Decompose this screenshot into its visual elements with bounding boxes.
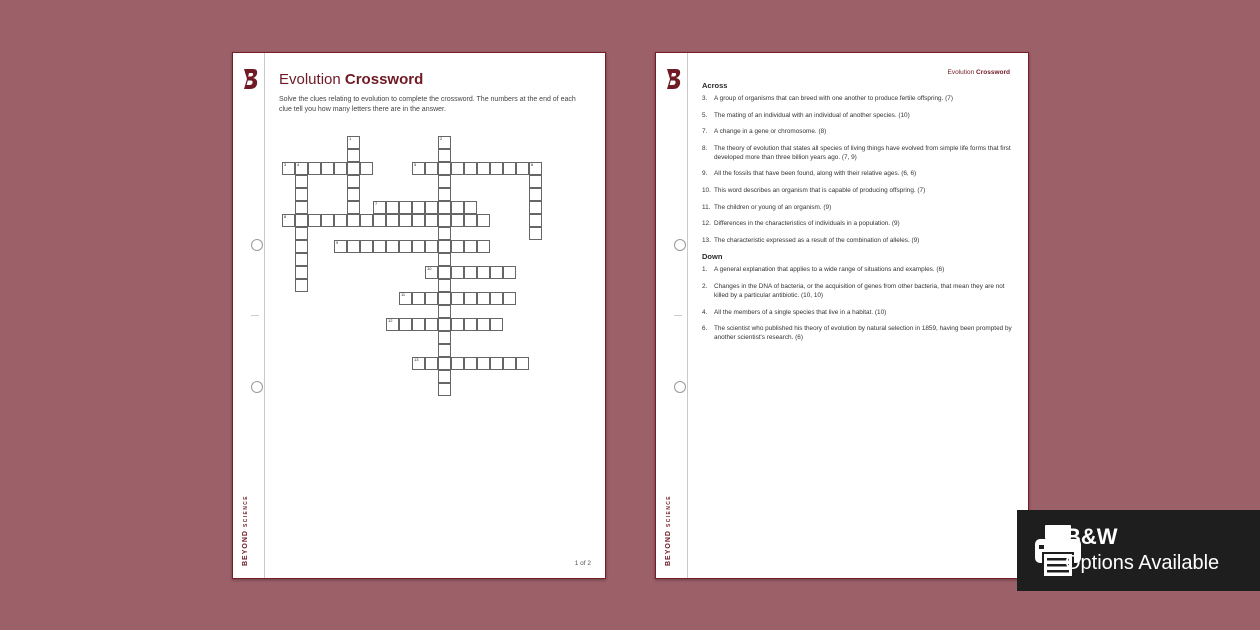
clue-number: 13. [702, 236, 711, 244]
margin-mark [674, 315, 682, 316]
clue-text: The characteristic expressed as a result of the combination of alleles. (9) [714, 236, 920, 244]
clue-item [702, 219, 1012, 228]
down-clue-list [702, 265, 1012, 342]
crossword-cell[interactable] [425, 318, 438, 331]
crossword-cell[interactable] [321, 214, 334, 227]
crossword-cell[interactable] [347, 214, 360, 227]
crossword-cell[interactable] [451, 266, 464, 279]
crossword-cell[interactable] [451, 357, 464, 370]
crossword-cell[interactable] [464, 292, 477, 305]
crossword-cell[interactable] [438, 279, 451, 292]
crossword-cell[interactable] [490, 318, 503, 331]
clue-item [702, 308, 1012, 317]
clue-text: A change in a gene or chromosome. (8) [714, 128, 827, 136]
crossword-cell[interactable] [386, 214, 399, 227]
crossword-cell[interactable] [412, 357, 425, 370]
crossword-cell[interactable] [438, 214, 451, 227]
clue-text: All the members of a single species that live in a habitat. (10) [714, 308, 887, 316]
punch-hole [674, 239, 686, 251]
crossword-cell[interactable] [425, 214, 438, 227]
crossword-cell[interactable] [295, 253, 308, 266]
clue-item [702, 186, 1012, 195]
crossword-cell[interactable] [425, 201, 438, 214]
crossword-cell[interactable] [295, 162, 308, 175]
clue-item [702, 282, 1012, 300]
crossword-cell[interactable] [425, 162, 438, 175]
clue-item [702, 324, 1012, 342]
margin-mark [251, 315, 259, 316]
clue-text: The theory of evolution that states all species of living things have evolved from simple life forms that first developed more than three billion years ago. (7, 9) [714, 144, 1011, 161]
clue-text: The children or young of an organism. (9) [714, 203, 832, 211]
crossword-cell[interactable] [503, 162, 516, 175]
crossword-cell[interactable] [477, 292, 490, 305]
crossword-cell[interactable] [451, 201, 464, 214]
clue-number: 2 [440, 136, 443, 141]
crossword-cell[interactable] [399, 240, 412, 253]
crossword-cell[interactable] [308, 162, 321, 175]
crossword-cell[interactable] [477, 266, 490, 279]
clue-number: 11 [401, 292, 406, 297]
crossword-cell[interactable] [438, 292, 451, 305]
crossword-cell[interactable] [438, 227, 451, 240]
beyond-logo-icon [664, 67, 682, 91]
crossword-cell[interactable] [438, 331, 451, 344]
clue-item [702, 144, 1012, 162]
clue-number: 4 [297, 162, 300, 167]
crossword-cell[interactable] [295, 175, 308, 188]
clue-number: 6. [702, 325, 708, 333]
clue-text: Changes in the DNA of bacteria, or the acquisition of genes from other bacteria, that mean they are not killed by a particular antibiotic. (10, 10) [714, 282, 1005, 299]
crossword-cell[interactable] [503, 292, 516, 305]
crossword-cell[interactable] [529, 162, 542, 175]
clue-text: The scientist who published his theory of evolution by natural selection in 1859, having been prompted by another scientist's research. (6) [714, 325, 1012, 342]
clue-item [702, 236, 1012, 245]
crossword-cell[interactable] [516, 162, 529, 175]
crossword-cell[interactable] [334, 240, 347, 253]
clue-number: 12 [388, 318, 393, 323]
crossword-cell[interactable] [438, 240, 451, 253]
crossword-cell[interactable] [399, 292, 412, 305]
clue-number: 8 [284, 214, 287, 219]
down-heading: Down [702, 252, 723, 262]
crossword-cell[interactable] [347, 136, 360, 149]
crossword-cell[interactable] [295, 201, 308, 214]
crossword-cell[interactable] [399, 201, 412, 214]
clue-item [702, 94, 1012, 103]
crossword-cell[interactable] [295, 279, 308, 292]
brand-wordmark: BEYONDSCIENCE [665, 495, 672, 566]
clue-number: 7 [375, 201, 378, 206]
across-heading: Across [702, 81, 728, 90]
clue-number: 10. [702, 186, 711, 194]
clue-text: A general explanation that applies to a wide range of situations and examples. (6) [714, 266, 945, 274]
crossword-cell[interactable] [321, 162, 334, 175]
clue-text: Differences in the characteristics of individuals in a population. (9) [714, 220, 900, 228]
margin-line [687, 53, 688, 578]
crossword-cell[interactable] [477, 214, 490, 227]
clue-text: This word describes an organism that is capable of producing offspring. (7) [714, 186, 926, 194]
crossword-cell[interactable] [399, 214, 412, 227]
crossword-cell[interactable] [477, 240, 490, 253]
clue-number: 3. [702, 95, 708, 102]
crossword-cell[interactable] [386, 201, 399, 214]
crossword-cell[interactable] [438, 357, 451, 370]
crossword-cell[interactable] [438, 162, 451, 175]
clue-item [702, 169, 1012, 178]
clue-item [702, 127, 1012, 136]
crossword-cell[interactable] [295, 266, 308, 279]
crossword-cell[interactable] [464, 201, 477, 214]
crossword-cell[interactable] [347, 149, 360, 162]
page-number: 1 of 2 [574, 560, 591, 567]
crossword-cell[interactable] [490, 162, 503, 175]
crossword-cell[interactable] [464, 240, 477, 253]
crossword-cell[interactable] [438, 136, 451, 149]
clue-item [702, 265, 1012, 274]
crossword-cell[interactable] [464, 357, 477, 370]
crossword-cell[interactable] [438, 149, 451, 162]
crossword-cell[interactable] [477, 162, 490, 175]
page-title: Evolution Crossword [279, 71, 424, 88]
clue-item [702, 111, 1012, 120]
clue-number: 6 [531, 162, 534, 167]
crossword-cell[interactable] [490, 292, 503, 305]
clue-section [702, 81, 1012, 350]
crossword-cell[interactable] [386, 318, 399, 331]
crossword-cell[interactable] [412, 292, 425, 305]
clue-number: 2. [702, 282, 708, 290]
page-header: Evolution Crossword [947, 69, 1010, 76]
crossword-cell[interactable] [438, 344, 451, 357]
crossword-cell[interactable] [425, 240, 438, 253]
bw-options-badge[interactable] [1017, 510, 1260, 591]
brand-wordmark: BEYONDSCIENCE [242, 495, 249, 566]
crossword-cell[interactable] [451, 318, 464, 331]
crossword-cell[interactable] [438, 305, 451, 318]
crossword-cell[interactable] [438, 370, 451, 383]
clue-number: 5. [702, 111, 708, 119]
clue-item [702, 203, 1012, 212]
crossword-cell[interactable] [282, 162, 295, 175]
crossword-cell[interactable] [438, 266, 451, 279]
clue-number: 8. [702, 144, 708, 152]
crossword-cell[interactable] [412, 201, 425, 214]
crossword-cell[interactable] [490, 357, 503, 370]
crossword-cell[interactable] [347, 201, 360, 214]
clue-number: 11. [702, 203, 711, 211]
clue-number: 5 [414, 162, 417, 167]
crossword-cell[interactable] [529, 175, 542, 188]
crossword-cell[interactable] [347, 175, 360, 188]
crossword-cell[interactable] [451, 214, 464, 227]
clue-number: 3 [284, 162, 287, 167]
crossword-cell[interactable] [308, 214, 321, 227]
crossword-cell[interactable] [347, 240, 360, 253]
margin-line [264, 53, 265, 578]
crossword-cell[interactable] [282, 214, 295, 227]
crossword-cell[interactable] [477, 318, 490, 331]
crossword-cell[interactable] [360, 162, 373, 175]
crossword-cell[interactable] [451, 162, 464, 175]
clue-number: 1. [702, 266, 708, 274]
crossword-cell[interactable] [464, 266, 477, 279]
crossword-cell[interactable] [516, 357, 529, 370]
crossword-cell[interactable] [438, 253, 451, 266]
crossword-cell[interactable] [529, 188, 542, 201]
crossword-cell[interactable] [295, 227, 308, 240]
crossword-cell[interactable] [295, 214, 308, 227]
crossword-cell[interactable] [438, 383, 451, 396]
clue-text: A group of organisms that can breed with one another to produce fertile offspring. (7) [714, 95, 953, 102]
crossword-cell[interactable] [334, 162, 347, 175]
crossword-cell[interactable] [412, 318, 425, 331]
clue-text: All the fossils that have been found, along with their relative ages. (6, 6) [714, 170, 917, 178]
crossword-cell[interactable] [451, 292, 464, 305]
crossword-cell[interactable] [360, 240, 373, 253]
worksheet-page-2 [655, 52, 1029, 579]
punch-hole [674, 381, 686, 393]
crossword-cell[interactable] [399, 318, 412, 331]
crossword-cell[interactable] [347, 162, 360, 175]
crossword-cell[interactable] [412, 240, 425, 253]
crossword-cell[interactable] [425, 357, 438, 370]
clue-number: 12. [702, 220, 711, 228]
crossword-cell[interactable] [334, 214, 347, 227]
badge-subtitle: Options Available [1065, 552, 1220, 574]
punch-hole [251, 239, 263, 251]
crossword-cell[interactable] [529, 201, 542, 214]
crossword-cell[interactable] [490, 266, 503, 279]
clue-text: The mating of an individual with an individual of another species. (10) [714, 111, 910, 119]
instructions: Solve the clues relating to evolution to complete the crossword. The numbers at the end of each clue tell you how many letters there are in the answer. [279, 96, 576, 113]
crossword-cell[interactable] [425, 266, 438, 279]
clue-number: 7. [702, 128, 708, 136]
crossword-cell[interactable] [438, 175, 451, 188]
across-clue-list [702, 94, 1012, 245]
crossword-cell[interactable] [438, 188, 451, 201]
crossword-cell[interactable] [373, 201, 386, 214]
crossword-cell[interactable] [477, 357, 490, 370]
badge-title: B&W [1065, 524, 1118, 549]
crossword-cell[interactable] [438, 318, 451, 331]
punch-hole [251, 381, 263, 393]
clue-number: 10 [427, 266, 432, 271]
crossword-cell[interactable] [295, 240, 308, 253]
crossword-cell[interactable] [503, 357, 516, 370]
crossword-cell[interactable] [386, 240, 399, 253]
crossword-cell[interactable] [464, 318, 477, 331]
crossword-cell[interactable] [373, 214, 386, 227]
worksheet-page-1 [232, 52, 606, 579]
crossword-cell[interactable] [464, 162, 477, 175]
crossword-cell[interactable] [425, 292, 438, 305]
crossword-cell[interactable] [347, 188, 360, 201]
clue-number: 9. [702, 170, 708, 178]
crossword-cell[interactable] [451, 240, 464, 253]
crossword-cell[interactable] [529, 227, 542, 240]
crossword-cell[interactable] [503, 266, 516, 279]
clue-number: 13 [414, 357, 419, 362]
crossword-cell[interactable] [438, 201, 451, 214]
crossword-cell[interactable] [295, 188, 308, 201]
clue-number: 4. [702, 308, 708, 316]
crossword-cell[interactable] [529, 214, 542, 227]
clue-number: 9 [336, 240, 339, 245]
crossword-cell[interactable] [464, 214, 477, 227]
crossword-cell[interactable] [360, 214, 373, 227]
beyond-logo-icon [241, 67, 259, 91]
clue-number: 1 [349, 136, 352, 141]
crossword-cell[interactable] [412, 162, 425, 175]
crossword-cell[interactable] [373, 240, 386, 253]
crossword-cell[interactable] [412, 214, 425, 227]
